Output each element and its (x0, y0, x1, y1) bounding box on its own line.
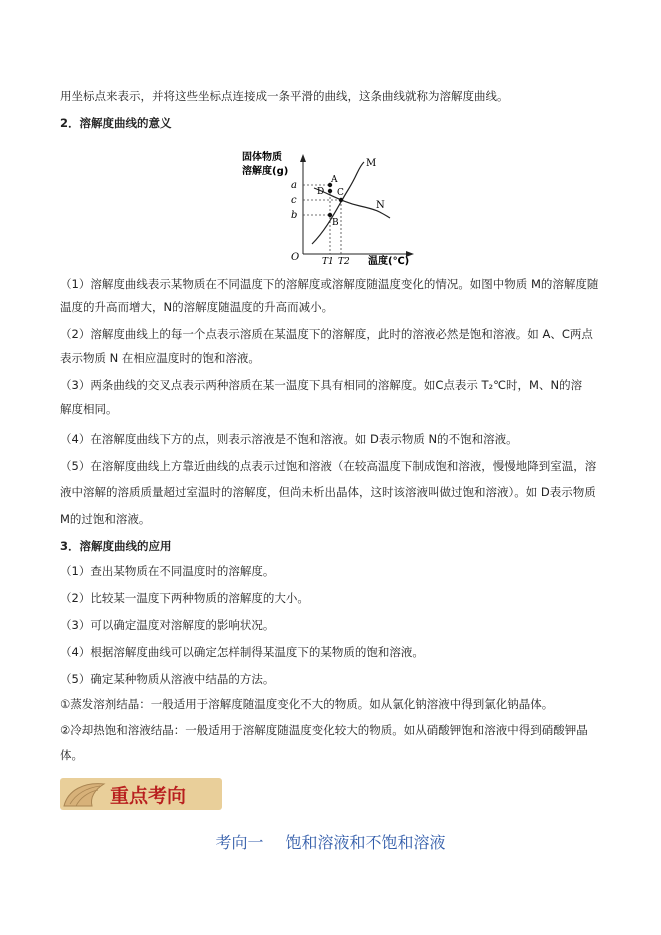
intro-text: 用坐标点来表示，并将这些坐标点连接成一条平滑的曲线，这条曲线就称为溶解度曲线。 (60, 89, 509, 103)
topic-heading (0, 830, 661, 853)
curve-label-M: M (366, 158, 377, 169)
meaning-line: （2）溶解度曲线上的每一个点表示溶质在某温度下的溶解度，此时的溶液必然是饱和溶液。如 A、C两点 (60, 327, 593, 341)
point-label-A: A (331, 175, 338, 185)
meaning-line: 解度相同。 (60, 402, 118, 416)
point-C (339, 198, 343, 202)
x-label: 温度(℃) (368, 256, 410, 266)
y-axis-arrow (300, 154, 306, 162)
meaning-line: 表示物质 N 在相应温度时的饱和溶液。 (60, 351, 260, 365)
origin-label: O (291, 252, 300, 263)
point-label-C: C (337, 188, 344, 198)
x-tick-T2: T2 (338, 257, 350, 266)
y-label-line1: 固体物质 (242, 152, 282, 163)
y-label-line2: 溶解度(g) (242, 166, 289, 177)
application-item: （2）比较某一温度下两种物质的溶解度的大小。 (60, 591, 309, 605)
topic-label: 考向一 (215, 833, 264, 852)
point-label-D: D (317, 187, 325, 197)
meaning-line: （1）溶解度曲线表示某物质在不同温度下的溶解度或溶解度随温度变化的情况。如图中物质 M的溶解度随 (60, 277, 599, 291)
point-D (328, 189, 332, 193)
application-item: （5）确定某种物质从溶液中结晶的方法。 (60, 672, 275, 686)
meaning-line: 液中溶解的溶质质量超过室温时的溶解度，但尚未析出晶体，这时该溶液叫做过饱和溶液）。如 D表示物质 (60, 485, 596, 499)
solubility-chart (230, 148, 425, 266)
application-item: 体。 (60, 748, 83, 762)
curve-label-N: N (376, 200, 385, 211)
key-topics-banner (60, 776, 222, 812)
application-item: ①蒸发溶剂结晶：一般适用于溶解度随温度变化不大的物质。如从氯化钠溶液中得到氯化钠晶体。 (60, 697, 554, 711)
y-tick-b: b (291, 210, 298, 221)
application-item: （4）根据溶解度曲线可以确定怎样制得某温度下的某物质的饱和溶液。 (60, 645, 424, 659)
meaning-line: 温度的升高而增大，N的溶解度随温度的升高而减小。 (60, 300, 334, 314)
section-2-title: 2．溶解度曲线的意义 (60, 116, 172, 130)
meaning-line: （3）两条曲线的交叉点表示两种溶质在某一温度下具有相同的溶解度。如C点表示 T₂℃时，M、N的溶 (60, 378, 583, 392)
meaning-line: （5）在溶解度曲线上方靠近曲线的点表示过饱和溶液（在较高温度下制成饱和溶液，慢慢地降到室温，溶 (60, 459, 597, 473)
banner-text: 重点考向 (110, 785, 187, 807)
point-B (328, 213, 332, 217)
curve-M (312, 162, 364, 244)
section-3-title: 3．溶解度曲线的应用 (60, 539, 172, 553)
meaning-line: M的过饱和溶液。 (60, 512, 151, 526)
x-tick-T1: T1 (322, 257, 334, 266)
point-label-B: B (332, 218, 339, 228)
application-item: ②冷却热饱和溶液结晶：一般适用于溶解度随温度变化较大的物质。如从硝酸钾饱和溶液中得到硝酸钾晶 (60, 723, 588, 737)
y-tick-c: c (291, 195, 297, 206)
application-item: （1）查出某物质在不同温度时的溶解度。 (60, 564, 275, 578)
y-tick-a: a (291, 180, 297, 191)
topic-title: 饱和溶液和不饱和溶液 (285, 833, 446, 852)
application-item: （3）可以确定温度对溶解度的影响状况。 (60, 618, 275, 632)
meaning-line: （4）在溶解度曲线下方的点，则表示溶液是不饱和溶液。如 D表示物质 N的不饱和溶液。 (60, 432, 518, 446)
